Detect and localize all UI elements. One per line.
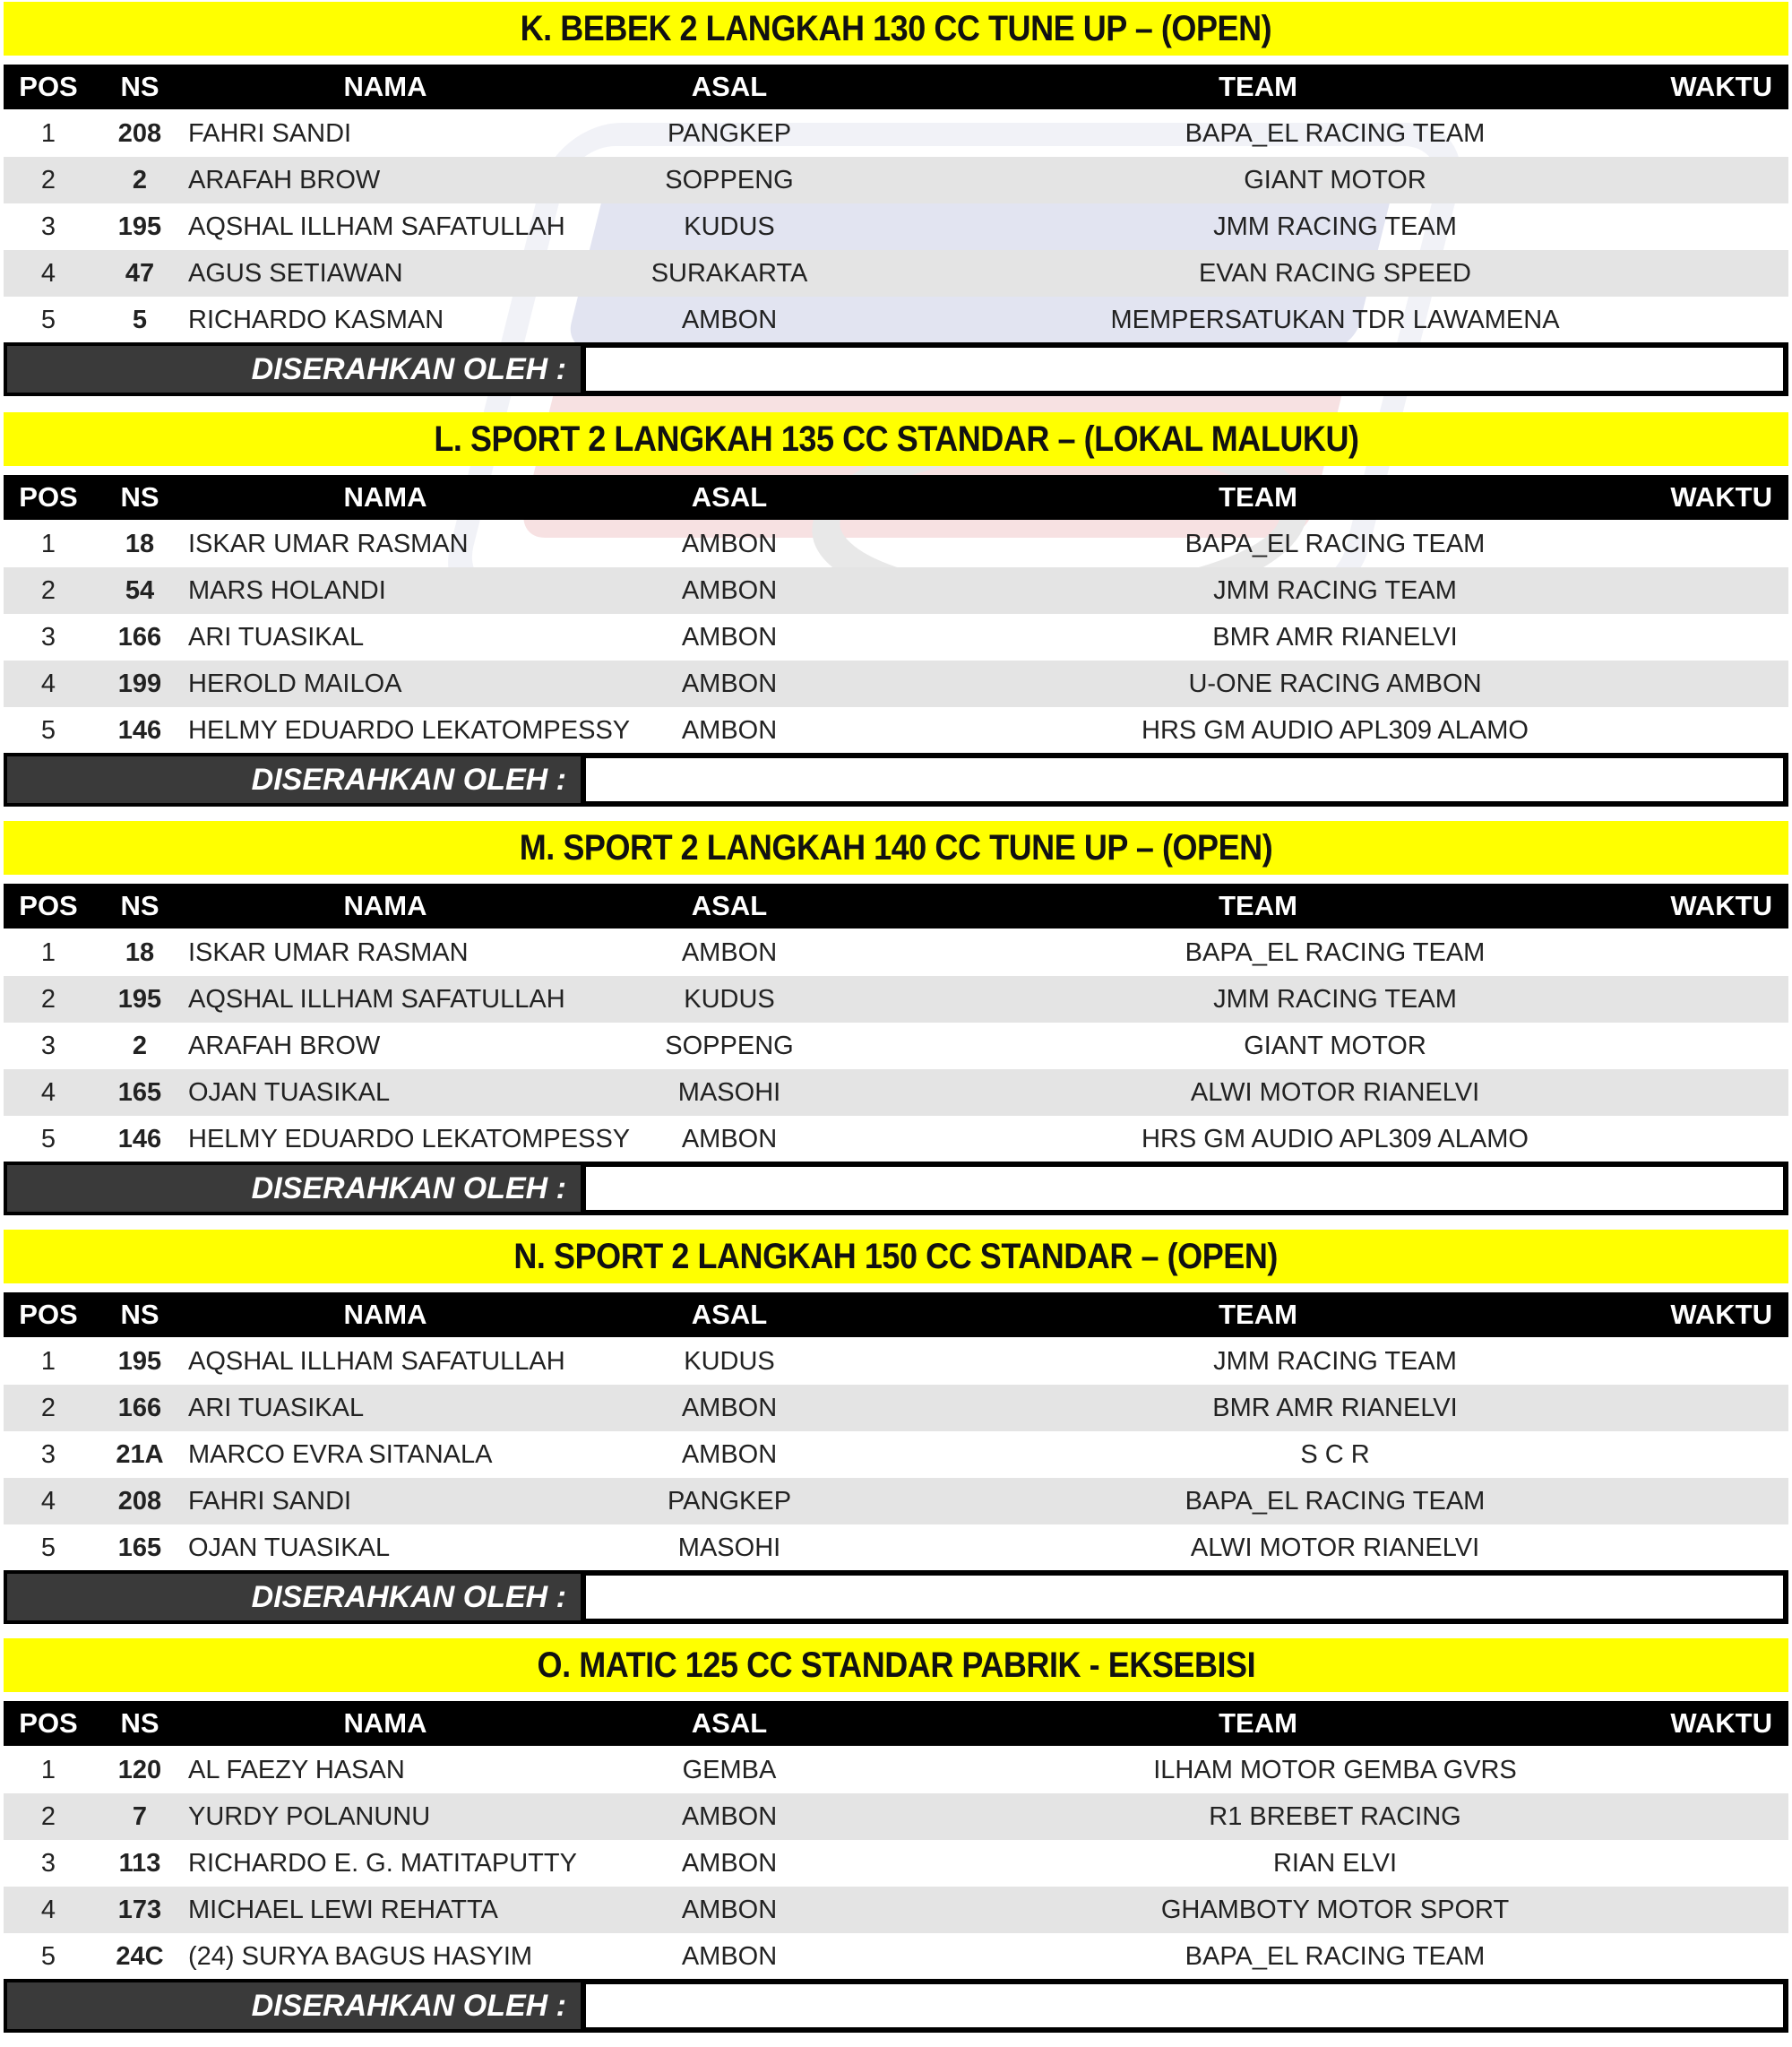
cell-pos: 3 xyxy=(40,623,56,652)
header-team: TEAM xyxy=(1219,71,1297,102)
cell-ns: 2 xyxy=(132,1032,148,1060)
cell-pos: 4 xyxy=(40,1896,56,1924)
cell-ns: 199 xyxy=(117,669,162,698)
cell-nama: ISKAR UMAR RASMAN xyxy=(188,530,469,558)
table-row xyxy=(4,661,1788,707)
table-row xyxy=(4,297,1788,343)
header-pos: POS xyxy=(19,1299,78,1330)
table-row xyxy=(4,1385,1788,1431)
cell-ns: 208 xyxy=(117,119,162,148)
table-row xyxy=(4,1793,1788,1840)
results-section xyxy=(4,412,1788,821)
table-row xyxy=(4,707,1788,754)
cell-pos: 4 xyxy=(40,669,56,698)
cell-nama: FAHRI SANDI xyxy=(188,1487,352,1516)
cell-asal: AMBON xyxy=(681,1849,778,1878)
cell-ns: 166 xyxy=(117,1394,162,1422)
cell-team: JMM RACING TEAM xyxy=(1213,985,1457,1014)
header-pos: POS xyxy=(19,1707,78,1739)
table-row xyxy=(4,1840,1788,1887)
table-row xyxy=(4,157,1788,203)
header-waktu: WAKTU xyxy=(1670,71,1772,102)
cell-asal: AMBON xyxy=(681,938,778,967)
cell-asal: AMBON xyxy=(681,1942,778,1971)
cell-nama: HEROLD MAILOA xyxy=(188,669,402,698)
cell-ns: 166 xyxy=(117,623,162,652)
cell-ns: 173 xyxy=(117,1896,162,1924)
header-pos: POS xyxy=(19,481,78,513)
cell-team: ILHAM MOTOR GEMBA GVRS xyxy=(1153,1756,1517,1784)
cell-pos: 3 xyxy=(40,1440,56,1469)
cell-ns: 54 xyxy=(125,576,155,605)
footer-label: DISERAHKAN OLEH : xyxy=(7,756,581,803)
results-section xyxy=(4,1230,1788,1638)
cell-nama: AL FAEZY HASAN xyxy=(188,1756,405,1784)
cell-team: RIAN ELVI xyxy=(1272,1849,1398,1878)
table-body xyxy=(4,1747,1788,1980)
cell-pos: 3 xyxy=(40,1032,56,1060)
header-waktu: WAKTU xyxy=(1670,1299,1772,1330)
cell-team: S C R xyxy=(1300,1440,1370,1469)
cell-nama: FAHRI SANDI xyxy=(188,119,352,148)
signature-box xyxy=(586,1576,1783,1619)
cell-team: GIANT MOTOR xyxy=(1244,166,1426,194)
cell-team: BAPA_EL RACING TEAM xyxy=(1185,938,1486,967)
cell-pos: 1 xyxy=(40,119,56,148)
cell-team: JMM RACING TEAM xyxy=(1213,212,1457,241)
header-pos: POS xyxy=(19,71,78,102)
cell-asal: KUDUS xyxy=(684,212,775,241)
cell-asal: AMBON xyxy=(681,716,778,745)
cell-team: BAPA_EL RACING TEAM xyxy=(1185,1942,1486,1971)
cell-ns: 195 xyxy=(117,212,162,241)
cell-pos: 2 xyxy=(40,576,56,605)
cell-team: BAPA_EL RACING TEAM xyxy=(1185,1487,1486,1516)
cell-asal: PANGKEP xyxy=(667,1487,792,1516)
cell-pos: 4 xyxy=(40,1487,56,1516)
cell-asal: SOPPENG xyxy=(665,166,794,194)
cell-asal: AMBON xyxy=(681,1802,778,1831)
cell-asal: KUDUS xyxy=(684,985,775,1014)
table-row xyxy=(4,1933,1788,1980)
cell-team: BAPA_EL RACING TEAM xyxy=(1185,530,1486,558)
cell-nama: HELMY EDUARDO LEKATOMPESSY xyxy=(188,1125,631,1153)
cell-pos: 3 xyxy=(40,1849,56,1878)
header-team: TEAM xyxy=(1219,1299,1297,1330)
category-title: O. MATIC 125 CC STANDAR PABRIK - EKSEBISI xyxy=(4,1638,1788,1692)
header-asal: ASAL xyxy=(691,890,768,921)
cell-nama: OJAN TUASIKAL xyxy=(188,1078,391,1107)
cell-nama: AQSHAL ILLHAM SAFATULLAH xyxy=(188,1347,565,1376)
cell-asal: SOPPENG xyxy=(665,1032,794,1060)
header-asal: ASAL xyxy=(691,71,768,102)
header-pos: POS xyxy=(19,890,78,921)
cell-asal: GEMBA xyxy=(682,1756,777,1784)
signature-box xyxy=(586,1167,1783,1210)
cell-team: JMM RACING TEAM xyxy=(1213,576,1457,605)
cell-ns: 120 xyxy=(117,1756,162,1784)
table-row xyxy=(4,1478,1788,1524)
header-waktu: WAKTU xyxy=(1670,890,1772,921)
signature-box xyxy=(586,1984,1783,2027)
cell-nama: (24) SURYA BAGUS HASYIM xyxy=(188,1942,533,1971)
cell-pos: 5 xyxy=(40,306,56,334)
category-title: K. BEBEK 2 LANGKAH 130 CC TUNE UP – (OPEN) xyxy=(4,2,1788,56)
header-ns: NS xyxy=(120,481,159,513)
cell-asal: AMBON xyxy=(681,669,778,698)
cell-team: MEMPERSATUKAN TDR LAWAMENA xyxy=(1110,306,1560,334)
table-row xyxy=(4,614,1788,661)
category-title: N. SPORT 2 LANGKAH 150 CC STANDAR – (OPEN) xyxy=(4,1230,1788,1283)
results-section xyxy=(4,821,1788,1230)
cell-ns: 113 xyxy=(118,1849,161,1878)
results-section xyxy=(4,1638,1788,2047)
table-row xyxy=(4,1887,1788,1933)
cell-asal: MASOHI xyxy=(677,1078,781,1107)
cell-ns: 146 xyxy=(117,716,162,745)
cell-pos: 2 xyxy=(40,985,56,1014)
cell-ns: 24C xyxy=(116,1942,164,1971)
header-asal: ASAL xyxy=(691,1707,768,1739)
table-body xyxy=(4,1338,1788,1571)
cell-nama: AQSHAL ILLHAM SAFATULLAH xyxy=(188,985,565,1014)
cell-ns: 5 xyxy=(132,306,148,334)
cell-asal: AMBON xyxy=(681,576,778,605)
footer-label: DISERAHKAN OLEH : xyxy=(7,1574,581,1620)
table-row xyxy=(4,521,1788,567)
header-team: TEAM xyxy=(1219,890,1297,921)
footer-label: DISERAHKAN OLEH : xyxy=(7,346,581,393)
signature-box xyxy=(586,348,1783,391)
cell-ns: 18 xyxy=(125,530,155,558)
header-nama: NAMA xyxy=(343,890,427,921)
cell-team: HRS GM AUDIO APL309 ALAMO xyxy=(1142,1125,1529,1153)
table-row xyxy=(4,1338,1788,1385)
cell-asal: AMBON xyxy=(681,306,778,334)
cell-pos: 2 xyxy=(40,166,56,194)
cell-asal: AMBON xyxy=(681,623,778,652)
cell-ns: 18 xyxy=(125,938,155,967)
table-row xyxy=(4,1069,1788,1116)
cell-nama: ARI TUASIKAL xyxy=(188,623,365,652)
header-nama: NAMA xyxy=(343,481,427,513)
table-header xyxy=(4,65,1788,109)
cell-ns: 165 xyxy=(117,1533,162,1562)
cell-team: BAPA_EL RACING TEAM xyxy=(1185,119,1486,148)
footer-label: DISERAHKAN OLEH : xyxy=(7,1982,581,2029)
header-asal: ASAL xyxy=(691,481,768,513)
cell-asal: AMBON xyxy=(681,1125,778,1153)
header-waktu: WAKTU xyxy=(1670,481,1772,513)
cell-team: U-ONE RACING AMBON xyxy=(1188,669,1482,698)
header-ns: NS xyxy=(120,71,159,102)
handover-footer xyxy=(4,753,1788,807)
header-nama: NAMA xyxy=(343,71,427,102)
results-section xyxy=(4,2,1788,410)
table-header xyxy=(4,884,1788,928)
cell-pos: 5 xyxy=(40,1533,56,1562)
cell-ns: 7 xyxy=(132,1802,148,1831)
table-header xyxy=(4,475,1788,520)
handover-footer xyxy=(4,1979,1788,2033)
cell-team: ALWI MOTOR RIANELVI xyxy=(1190,1078,1480,1107)
handover-footer xyxy=(4,1570,1788,1624)
cell-pos: 1 xyxy=(40,1756,56,1784)
cell-asal: AMBON xyxy=(681,1440,778,1469)
cell-nama: RICHARDO E. G. MATITAPUTTY xyxy=(188,1849,577,1878)
cell-nama: ARAFAH BROW xyxy=(188,1032,381,1060)
header-asal: ASAL xyxy=(691,1299,768,1330)
cell-team: JMM RACING TEAM xyxy=(1213,1347,1457,1376)
cell-asal: AMBON xyxy=(681,1896,778,1924)
cell-nama: OJAN TUASIKAL xyxy=(188,1533,391,1562)
cell-asal: KUDUS xyxy=(684,1347,775,1376)
cell-pos: 3 xyxy=(40,212,56,241)
header-ns: NS xyxy=(120,1707,159,1739)
header-ns: NS xyxy=(120,890,159,921)
cell-asal: AMBON xyxy=(681,530,778,558)
table-header xyxy=(4,1292,1788,1337)
table-row xyxy=(4,1747,1788,1793)
cell-asal: MASOHI xyxy=(677,1533,781,1562)
cell-ns: 21A xyxy=(116,1440,164,1469)
cell-pos: 5 xyxy=(40,1942,56,1971)
cell-pos: 4 xyxy=(40,1078,56,1107)
table-row xyxy=(4,1431,1788,1478)
cell-ns: 146 xyxy=(117,1125,162,1153)
cell-nama: HELMY EDUARDO LEKATOMPESSY xyxy=(188,716,631,745)
cell-nama: AGUS SETIAWAN xyxy=(188,259,403,288)
cell-team: EVAN RACING SPEED xyxy=(1198,259,1472,288)
handover-footer xyxy=(4,342,1788,396)
header-waktu: WAKTU xyxy=(1670,1707,1772,1739)
cell-asal: PANGKEP xyxy=(667,119,792,148)
cell-team: BMR AMR RIANELVI xyxy=(1212,1394,1458,1422)
cell-team: GIANT MOTOR xyxy=(1244,1032,1426,1060)
table-row xyxy=(4,1116,1788,1162)
cell-pos: 2 xyxy=(40,1802,56,1831)
cell-nama: YURDY POLANUNU xyxy=(188,1802,431,1831)
cell-ns: 2 xyxy=(132,166,148,194)
table-row xyxy=(4,1023,1788,1069)
cell-team: BMR AMR RIANELVI xyxy=(1212,623,1458,652)
cell-ns: 208 xyxy=(117,1487,162,1516)
table-row xyxy=(4,1524,1788,1571)
cell-pos: 5 xyxy=(40,1125,56,1153)
table-row xyxy=(4,110,1788,157)
cell-nama: RICHARDO KASMAN xyxy=(188,306,444,334)
cell-ns: 47 xyxy=(125,259,155,288)
cell-ns: 195 xyxy=(117,1347,162,1376)
cell-asal: AMBON xyxy=(681,1394,778,1422)
cell-nama: ISKAR UMAR RASMAN xyxy=(188,938,469,967)
table-row xyxy=(4,929,1788,976)
cell-pos: 4 xyxy=(40,259,56,288)
category-title: L. SPORT 2 LANGKAH 135 CC STANDAR – (LOKAL MALUKU) xyxy=(4,412,1788,466)
table-row xyxy=(4,250,1788,297)
category-title: M. SPORT 2 LANGKAH 140 CC TUNE UP – (OPEN) xyxy=(4,821,1788,875)
cell-pos: 1 xyxy=(40,1347,56,1376)
header-team: TEAM xyxy=(1219,1707,1297,1739)
cell-asal: SURAKARTA xyxy=(650,259,808,288)
cell-nama: MARCO EVRA SITANALA xyxy=(188,1440,493,1469)
cell-nama: ARAFAH BROW xyxy=(188,166,381,194)
cell-team: HRS GM AUDIO APL309 ALAMO xyxy=(1142,716,1529,745)
header-nama: NAMA xyxy=(343,1299,427,1330)
cell-pos: 1 xyxy=(40,938,56,967)
header-nama: NAMA xyxy=(343,1707,427,1739)
cell-team: GHAMBOTY MOTOR SPORT xyxy=(1160,1896,1510,1924)
signature-box xyxy=(586,758,1783,801)
table-body xyxy=(4,929,1788,1162)
handover-footer xyxy=(4,1162,1788,1215)
table-row xyxy=(4,567,1788,614)
cell-team: R1 BREBET RACING xyxy=(1209,1802,1461,1831)
cell-ns: 165 xyxy=(117,1078,162,1107)
table-row xyxy=(4,976,1788,1023)
cell-ns: 195 xyxy=(117,985,162,1014)
table-body xyxy=(4,521,1788,754)
cell-pos: 5 xyxy=(40,716,56,745)
header-ns: NS xyxy=(120,1299,159,1330)
table-body xyxy=(4,110,1788,343)
table-header xyxy=(4,1701,1788,1746)
footer-label: DISERAHKAN OLEH : xyxy=(7,1165,581,1212)
cell-team: ALWI MOTOR RIANELVI xyxy=(1190,1533,1480,1562)
cell-pos: 1 xyxy=(40,530,56,558)
cell-nama: ARI TUASIKAL xyxy=(188,1394,365,1422)
table-row xyxy=(4,203,1788,250)
cell-nama: MARS HOLANDI xyxy=(188,576,386,605)
cell-nama: AQSHAL ILLHAM SAFATULLAH xyxy=(188,212,565,241)
cell-nama: MICHAEL LEWI REHATTA xyxy=(188,1896,498,1924)
header-team: TEAM xyxy=(1219,481,1297,513)
cell-pos: 2 xyxy=(40,1394,56,1422)
